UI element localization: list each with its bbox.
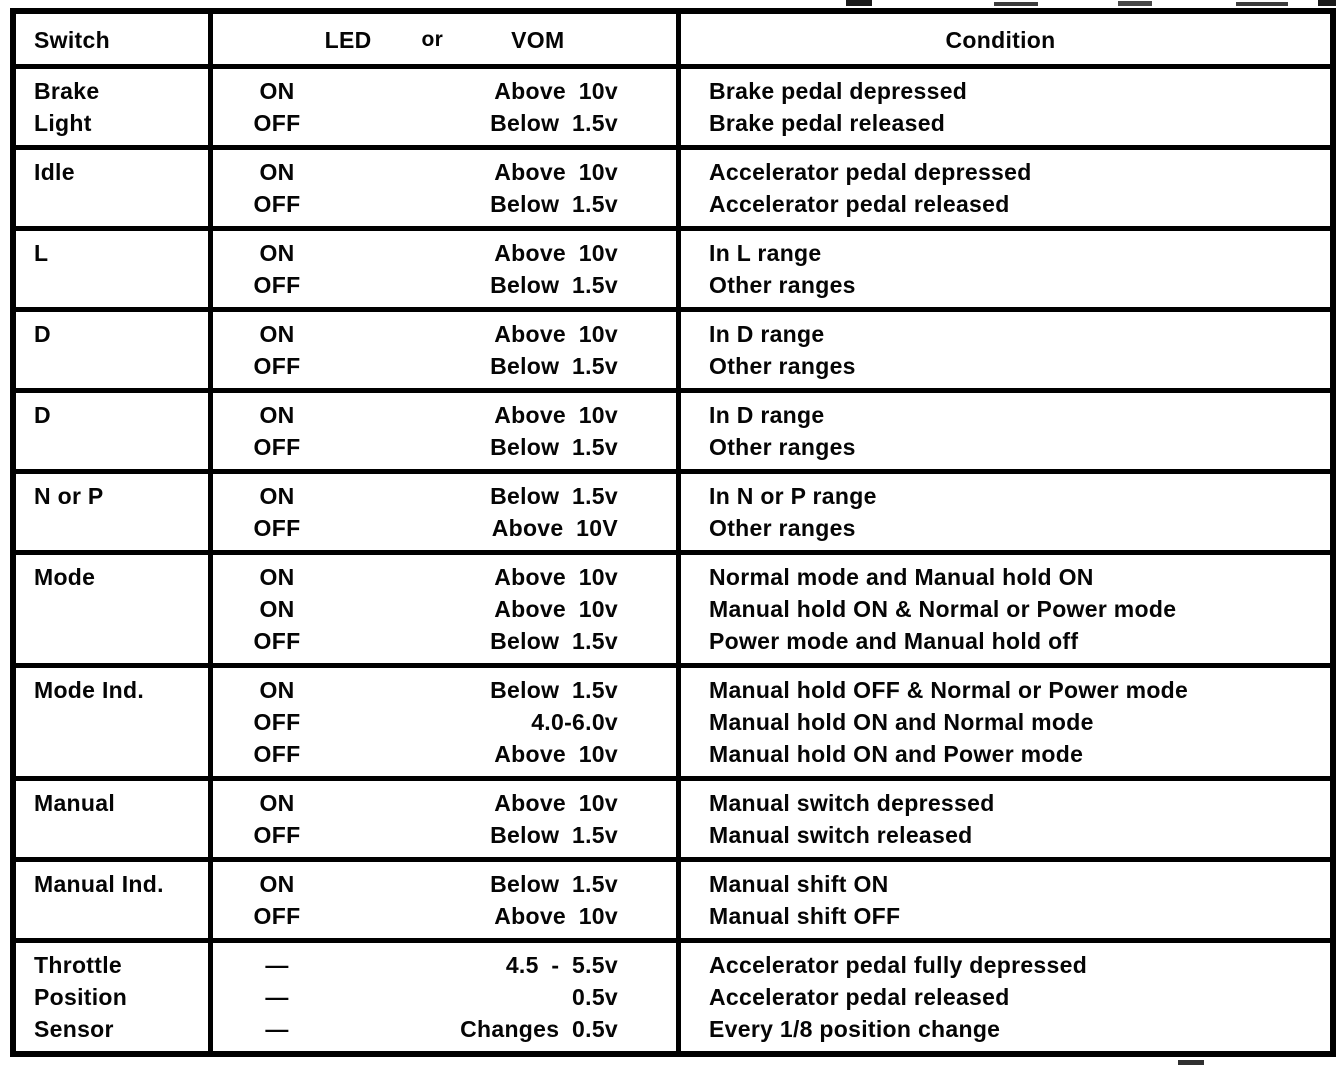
header-vom: VOM bbox=[511, 27, 565, 53]
switch-line: Idle bbox=[34, 159, 75, 185]
scan-artifact bbox=[1236, 2, 1288, 6]
vom-value: Above 10v bbox=[494, 240, 618, 266]
table-row bbox=[16, 663, 1330, 776]
led-vom-cell bbox=[213, 555, 681, 663]
vom-value: Below 1.5v bbox=[490, 483, 618, 509]
condition-line: In N or P range bbox=[709, 483, 877, 509]
vom-value: Above 10V bbox=[491, 515, 618, 541]
led-value: ON bbox=[259, 596, 295, 622]
led-value: ON bbox=[259, 402, 295, 428]
led-value: ON bbox=[259, 78, 295, 104]
header-switch: Switch bbox=[16, 14, 213, 64]
condition-line: Manual hold ON and Normal mode bbox=[709, 709, 1094, 735]
table-row bbox=[16, 550, 1330, 663]
led-vom-cell bbox=[213, 231, 681, 307]
condition-cell bbox=[681, 312, 1330, 388]
switch-line: Light bbox=[34, 110, 92, 136]
table-row bbox=[16, 226, 1330, 307]
switch-line: Throttle bbox=[34, 952, 122, 978]
led-vom-cell bbox=[213, 150, 681, 226]
led-value: OFF bbox=[253, 903, 301, 929]
vom-value: 0.5v bbox=[572, 984, 618, 1010]
led-value: ON bbox=[259, 483, 295, 509]
vom-value: Below 1.5v bbox=[490, 628, 618, 654]
condition-line: In D range bbox=[709, 402, 825, 428]
switch-line: Position bbox=[34, 984, 128, 1010]
vom-value: 4.5 - 5.5v bbox=[505, 952, 618, 978]
vom-value: Changes 0.5v bbox=[460, 1016, 618, 1042]
table-row bbox=[16, 938, 1330, 1051]
vom-value: Above 10v bbox=[494, 903, 618, 929]
led-value: OFF bbox=[253, 515, 301, 541]
condition-line: Brake pedal depressed bbox=[709, 78, 968, 104]
condition-cell bbox=[681, 393, 1330, 469]
led-value: OFF bbox=[253, 628, 301, 654]
led-value: OFF bbox=[253, 191, 301, 217]
switch-line: D bbox=[34, 402, 51, 428]
condition-line: Other ranges bbox=[709, 434, 856, 460]
switch-line: Mode Ind. bbox=[34, 677, 145, 703]
led-value: — bbox=[265, 1016, 289, 1042]
condition-cell bbox=[681, 474, 1330, 550]
vom-value: Above 10v bbox=[494, 159, 618, 185]
condition-cell bbox=[681, 555, 1330, 663]
condition-line: Brake pedal released bbox=[709, 110, 946, 136]
table-row bbox=[16, 307, 1330, 388]
led-value: OFF bbox=[253, 272, 301, 298]
led-value: — bbox=[265, 984, 289, 1010]
vom-value: 4.0-6.0v bbox=[531, 709, 618, 735]
switch-line: Manual Ind. bbox=[34, 871, 164, 897]
condition-line: In D range bbox=[709, 321, 825, 347]
condition-cell bbox=[681, 943, 1330, 1051]
led-value: OFF bbox=[253, 709, 301, 735]
table-row bbox=[16, 776, 1330, 857]
condition-line: Accelerator pedal released bbox=[709, 191, 1010, 217]
condition-line: Accelerator pedal released bbox=[709, 984, 1010, 1010]
condition-line: Manual shift OFF bbox=[709, 903, 901, 929]
switch-cell bbox=[16, 781, 213, 857]
condition-line: Manual hold ON & Normal or Power mode bbox=[709, 596, 1177, 622]
switch-cell bbox=[16, 393, 213, 469]
condition-line: Manual hold OFF & Normal or Power mode bbox=[709, 677, 1189, 703]
led-value: — bbox=[265, 952, 289, 978]
vom-value: Below 1.5v bbox=[490, 871, 618, 897]
condition-line: Manual switch released bbox=[709, 822, 973, 848]
condition-line: In L range bbox=[709, 240, 822, 266]
led-value: ON bbox=[259, 677, 295, 703]
vom-value: Below 1.5v bbox=[490, 677, 618, 703]
header-condition: Condition bbox=[945, 27, 1056, 53]
led-value: ON bbox=[259, 564, 295, 590]
condition-cell bbox=[681, 69, 1330, 145]
condition-cell bbox=[681, 231, 1330, 307]
vom-value: Above 10v bbox=[494, 790, 618, 816]
switch-line: N or P bbox=[34, 483, 104, 509]
led-vom-cell bbox=[213, 943, 681, 1051]
scan-artifact bbox=[994, 2, 1038, 6]
scan-artifact bbox=[1178, 1060, 1204, 1065]
header-led: LED bbox=[324, 27, 372, 53]
switch-cell bbox=[16, 668, 213, 776]
table-row bbox=[16, 145, 1330, 226]
led-value: OFF bbox=[253, 353, 301, 379]
switch-cell bbox=[16, 474, 213, 550]
condition-cell bbox=[681, 781, 1330, 857]
led-vom-cell bbox=[213, 862, 681, 938]
led-value: ON bbox=[259, 159, 295, 185]
led-value: OFF bbox=[253, 434, 301, 460]
vom-value: Above 10v bbox=[494, 564, 618, 590]
scan-artifact bbox=[846, 0, 872, 6]
condition-cell bbox=[681, 150, 1330, 226]
condition-line: Normal mode and Manual hold ON bbox=[709, 564, 1094, 590]
condition-line: Accelerator pedal fully depressed bbox=[709, 952, 1088, 978]
vom-value: Above 10v bbox=[494, 596, 618, 622]
condition-line: Accelerator pedal depressed bbox=[709, 159, 1032, 185]
condition-line: Power mode and Manual hold off bbox=[709, 628, 1079, 654]
led-vom-cell bbox=[213, 474, 681, 550]
header-or: or bbox=[421, 28, 444, 51]
vom-value: Above 10v bbox=[494, 78, 618, 104]
led-value: OFF bbox=[253, 741, 301, 767]
table-row bbox=[16, 857, 1330, 938]
vom-value: Above 10v bbox=[494, 321, 618, 347]
vom-value: Below 1.5v bbox=[490, 434, 618, 460]
vom-value: Below 1.5v bbox=[490, 191, 618, 217]
vom-value: Below 1.5v bbox=[490, 110, 618, 136]
scan-artifact bbox=[1318, 0, 1336, 6]
table-row bbox=[16, 469, 1330, 550]
switch-line: D bbox=[34, 321, 51, 347]
switch-cell bbox=[16, 150, 213, 226]
switch-cell bbox=[16, 231, 213, 307]
switch-line: L bbox=[34, 240, 49, 266]
switch-cell bbox=[16, 555, 213, 663]
condition-line: Every 1/8 position change bbox=[709, 1016, 1001, 1042]
condition-line: Manual switch depressed bbox=[709, 790, 995, 816]
led-value: ON bbox=[259, 871, 295, 897]
switch-line: Brake bbox=[34, 78, 100, 104]
led-value: OFF bbox=[253, 110, 301, 136]
switch-cell bbox=[16, 69, 213, 145]
switch-cell bbox=[16, 862, 213, 938]
vom-value: Above 10v bbox=[494, 402, 618, 428]
condition-line: Other ranges bbox=[709, 515, 856, 541]
led-value: ON bbox=[259, 790, 295, 816]
vom-value: Below 1.5v bbox=[490, 822, 618, 848]
header-led-or-vom bbox=[213, 14, 681, 64]
switch-cell bbox=[16, 312, 213, 388]
led-vom-cell bbox=[213, 781, 681, 857]
led-vom-cell bbox=[213, 312, 681, 388]
condition-cell bbox=[681, 862, 1330, 938]
switch-line: Manual bbox=[34, 790, 116, 816]
condition-line: Other ranges bbox=[709, 272, 856, 298]
table-row bbox=[16, 64, 1330, 145]
led-vom-cell bbox=[213, 668, 681, 776]
led-value: ON bbox=[259, 321, 295, 347]
led-vom-cell bbox=[213, 69, 681, 145]
condition-line: Other ranges bbox=[709, 353, 856, 379]
condition-line: Manual hold ON and Power mode bbox=[709, 741, 1084, 767]
led-value: ON bbox=[259, 240, 295, 266]
scan-artifact bbox=[1118, 1, 1152, 6]
table-row bbox=[16, 388, 1330, 469]
vom-value: Below 1.5v bbox=[490, 353, 618, 379]
switch-test-table bbox=[10, 8, 1336, 1057]
vom-value: Above 10v bbox=[494, 741, 618, 767]
table-header-row bbox=[16, 14, 1330, 64]
switch-cell bbox=[16, 943, 213, 1051]
vom-value: Below 1.5v bbox=[490, 272, 618, 298]
condition-line: Manual shift ON bbox=[709, 871, 889, 897]
condition-cell bbox=[681, 668, 1330, 776]
led-value: OFF bbox=[253, 822, 301, 848]
switch-line: Sensor bbox=[34, 1016, 114, 1042]
switch-line: Mode bbox=[34, 564, 96, 590]
led-vom-cell bbox=[213, 393, 681, 469]
